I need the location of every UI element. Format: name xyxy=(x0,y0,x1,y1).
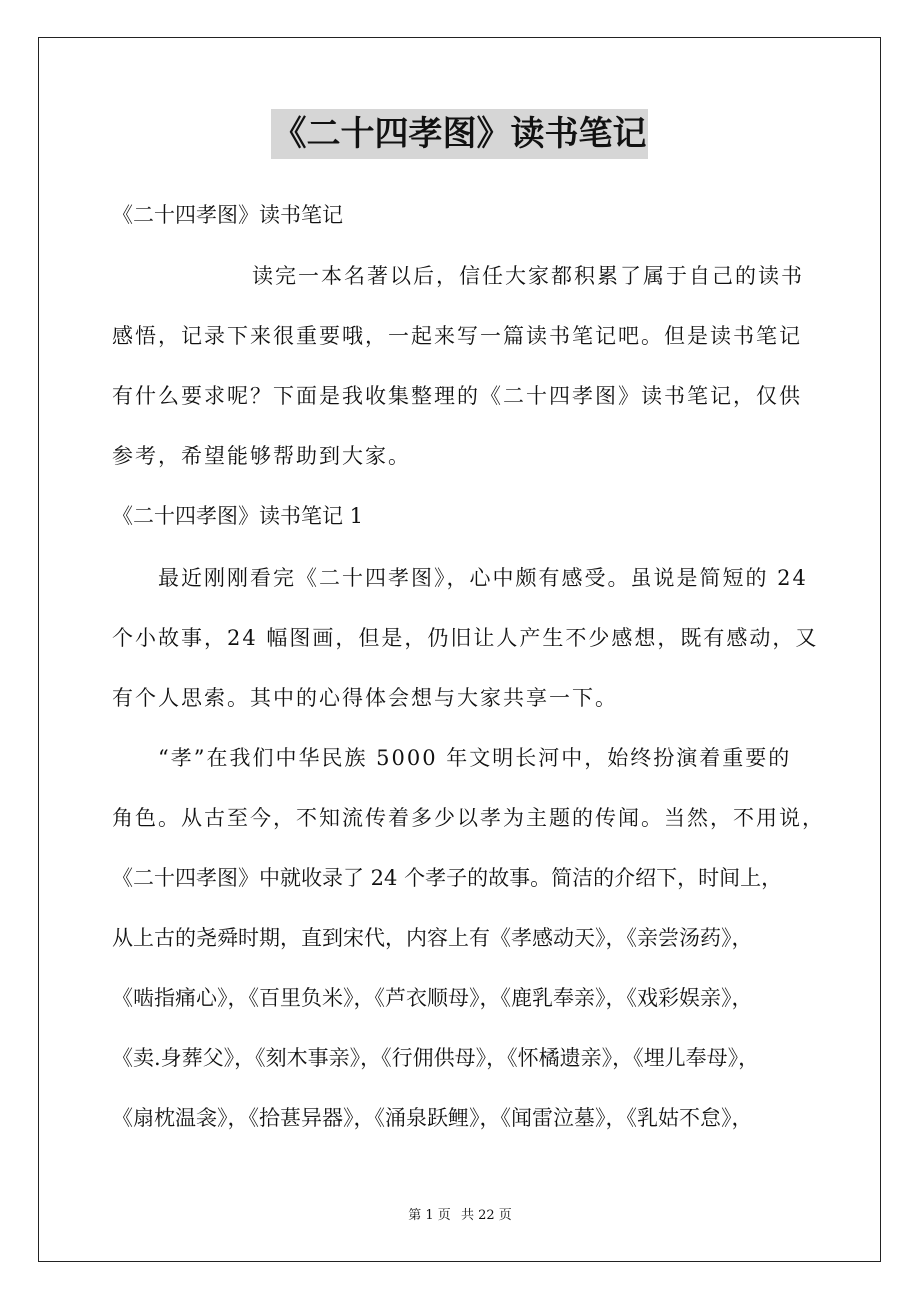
intro-line: 参考，希望能够帮助到大家。 xyxy=(112,444,411,468)
section-heading: 《二十四孝图》读书笔记 1 xyxy=(112,504,364,528)
intro-line: 读完一本名著以后，信任大家都积累了属于自己的读书 xyxy=(252,264,804,288)
document-subtitle: 《二十四孝图》读书笔记 xyxy=(112,203,343,227)
paragraph-line: 《啮指痛心》，《百里负米》，《芦衣顺母》，《鹿乳奉亲》，《戏彩娱亲》， xyxy=(112,986,753,1010)
paragraph-line: 角色。从古至今，不知流传着多少以孝为主题的传闻。当然，不用说， xyxy=(112,806,825,830)
paragraph-line: 《扇枕温衾》，《拾葚异器》，《涌泉跃鲤》，《闻雷泣墓》，《乳姑不怠》， xyxy=(112,1106,753,1130)
paragraph-line: 从上古的尧舜时期，直到宋代，内容上有《孝感动天》，《亲尝汤药》， xyxy=(112,926,753,950)
document-title: 《二十四孝图》读书笔记 xyxy=(271,109,648,159)
page-footer xyxy=(0,1206,920,1226)
intro-line: 感悟，记录下来很重要哦，一起来写一篇读书笔记吧。但是读书笔记 xyxy=(112,324,802,348)
paragraph-line: 个小故事，24 幅图画，但是，仍旧让人产生不少感想，既有感动，又 xyxy=(112,626,819,650)
paragraph-line: 《二十四孝图》中就收录了 24 个孝子的故事。简洁的介绍下，时间上， xyxy=(112,866,783,890)
paragraph-line: “孝”在我们中华民族 5000 年文明长河中，始终扮演着重要的 xyxy=(158,746,792,770)
paragraph-line: 最近刚刚看完《二十四孝图》，心中颇有感受。虽说是简短的 24 xyxy=(158,566,808,590)
paragraph-line: 有个人思索。其中的心得体会想与大家共享一下。 xyxy=(112,686,618,710)
paragraph-line: 《卖.身葬父》，《刻木事亲》，《行佣供母》，《怀橘遗亲》，《埋儿奉母》， xyxy=(112,1046,760,1070)
intro-line: 有什么要求呢？下面是我收集整理的《二十四孝图》读书笔记，仅供 xyxy=(112,384,802,408)
page-number: 第 1 页 xyxy=(408,1208,451,1223)
total-pages: 共 22 页 xyxy=(460,1208,512,1223)
